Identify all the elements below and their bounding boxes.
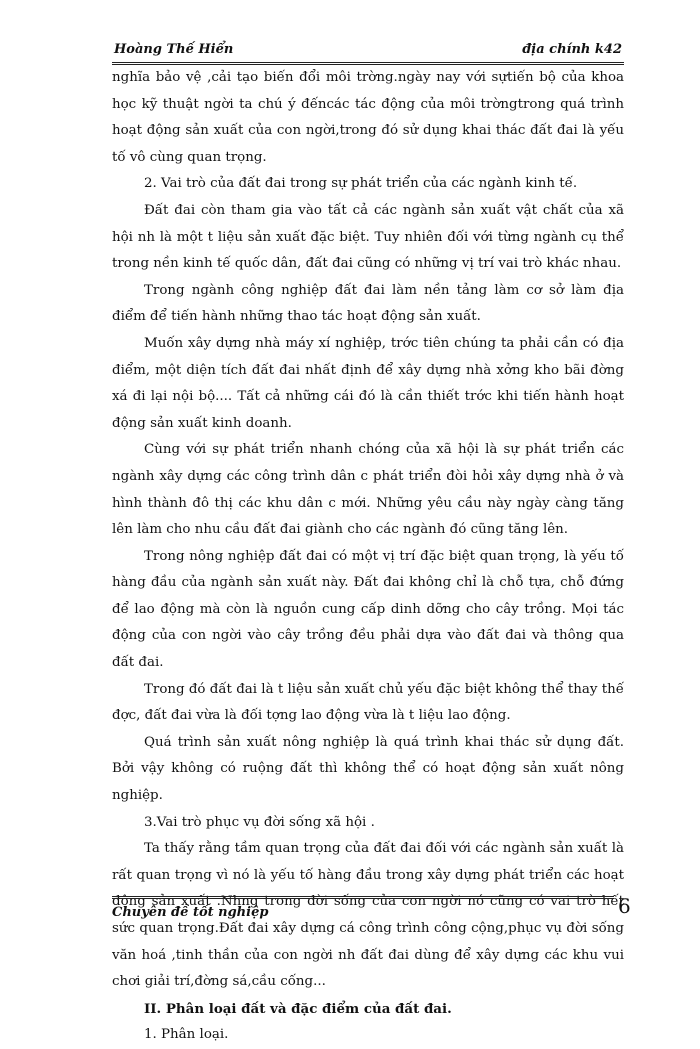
header-course: địa chính k42: [522, 42, 622, 57]
chapter-heading: II. Phân loại đất và đặc điểm của đất đai.: [144, 1000, 452, 1017]
paragraph: nghĩa bảo vệ ,cải tạo biến đổi môi trờng.ngày nay với sựtiến bộ của khoa học kỹ thuật ngời ta chú ý đếncác tác động của môi trờngtrong quá trình hoạt động sản xuất của con ngời,trong đó sử dụng khai thác đất đai là yếu tố vô cùng quan trọng.: [112, 70, 624, 165]
footer-title: Chuyên đề tốt nghiệp: [112, 905, 269, 920]
paragraph: Đất đai còn tham gia vào tất cả các ngành sản xuất vật chất của xã hội nh là một t liệu sản xuất đặc biệt. Tuy nhiên đối với từng ngành cụ thể trong nền kinh tế quốc dân, đất đai cũng có những vị trí vai trò khác nhau.: [112, 202, 624, 272]
document-body: [112, 65, 624, 1049]
paragraph: Ta thấy rằng tầm quan trọng của đất đai đối với các ngành sản xuất là rất quan trọng vì nó là yếu tố hàng đầu trong xây dựng phát triển các hoạt động sản xuất .Nhng trong đời sống của con ngời nó cũng có vai trò hết sức quan trọng.Đất đai xây dựng cá công trình công cộng,phục vụ đời sống văn hoá ,tinh thần của con ngời nh đất đai dùng để xây dựng các khu vui chơi giải trí,đờng sá,cầu cống...: [112, 841, 624, 990]
footer-divider: [112, 896, 614, 899]
header-author: Hoàng Thế Hiển: [114, 42, 234, 57]
page-number: 6: [618, 894, 631, 918]
paragraph: Trong nông nghiệp đất đai có một vị trí đặc biệt quan trọng, là yếu tố hàng đầu của ngành sản xuất này. Đất đai không chỉ là chỗ tựa, chỗ đứng để lao động mà còn là nguồn cung cấp dinh dỡng cho cây trồng. Mọi tác động của con ngời vào cây trồng đều phải dựa vào đất đai và thông qua đất đai.: [112, 548, 624, 671]
paragraph: Trong ngành công nghiệp đất đai làm nền tảng làm cơ sở làm địa điểm để tiến hành những thao tác hoạt động sản xuất.: [112, 282, 624, 325]
section-heading: 3.Vai trò phục vụ đời sống xã hội .: [144, 814, 375, 830]
paragraph: Cùng với sự phát triển nhanh chóng của xã hội là sự phát triển các ngành xây dựng các công trình dân c phát triển đòi hỏi xây dựng nhà ở và hình thành đô thị các khu dân c mới. Những yêu cầu này ngày càng tăng lên làm cho nhu cầu đất đai giành cho các ngành đó cũng tăng lên.: [112, 442, 624, 538]
paragraph: Trong đó đất đai là t liệu sản xuất chủ yếu đặc biệt không thể thay thế đợc, đất đai vừa là đối tợng lao động vừa là t liệu lao động.: [112, 681, 624, 724]
section-heading: 1. Phân loại.: [144, 1027, 229, 1043]
paragraph: Muốn xây dựng nhà máy xí nghiệp, trớc tiên chúng ta phải cần có địa điểm, một diện tích đất đai nhất định để xây dựng nhà xởng kho bãi đờng xá đi lại nội bộ.... Tất cả những cái đó là cần thiết trớc khi tiến hành hoạt động sản xuất kinh doanh.: [112, 335, 624, 431]
section-heading: 2. Vai trò của đất đai trong sự phát triển của các ngành kinh tế.: [144, 176, 578, 192]
paragraph: Quá trình sản xuất nông nghiệp là quá trình khai thác sử dụng đất. Bởi vậy không có ruộng đất thì không thể có hoạt động sản xuất nông nghiệp.: [112, 734, 624, 804]
page-header: [112, 40, 624, 65]
